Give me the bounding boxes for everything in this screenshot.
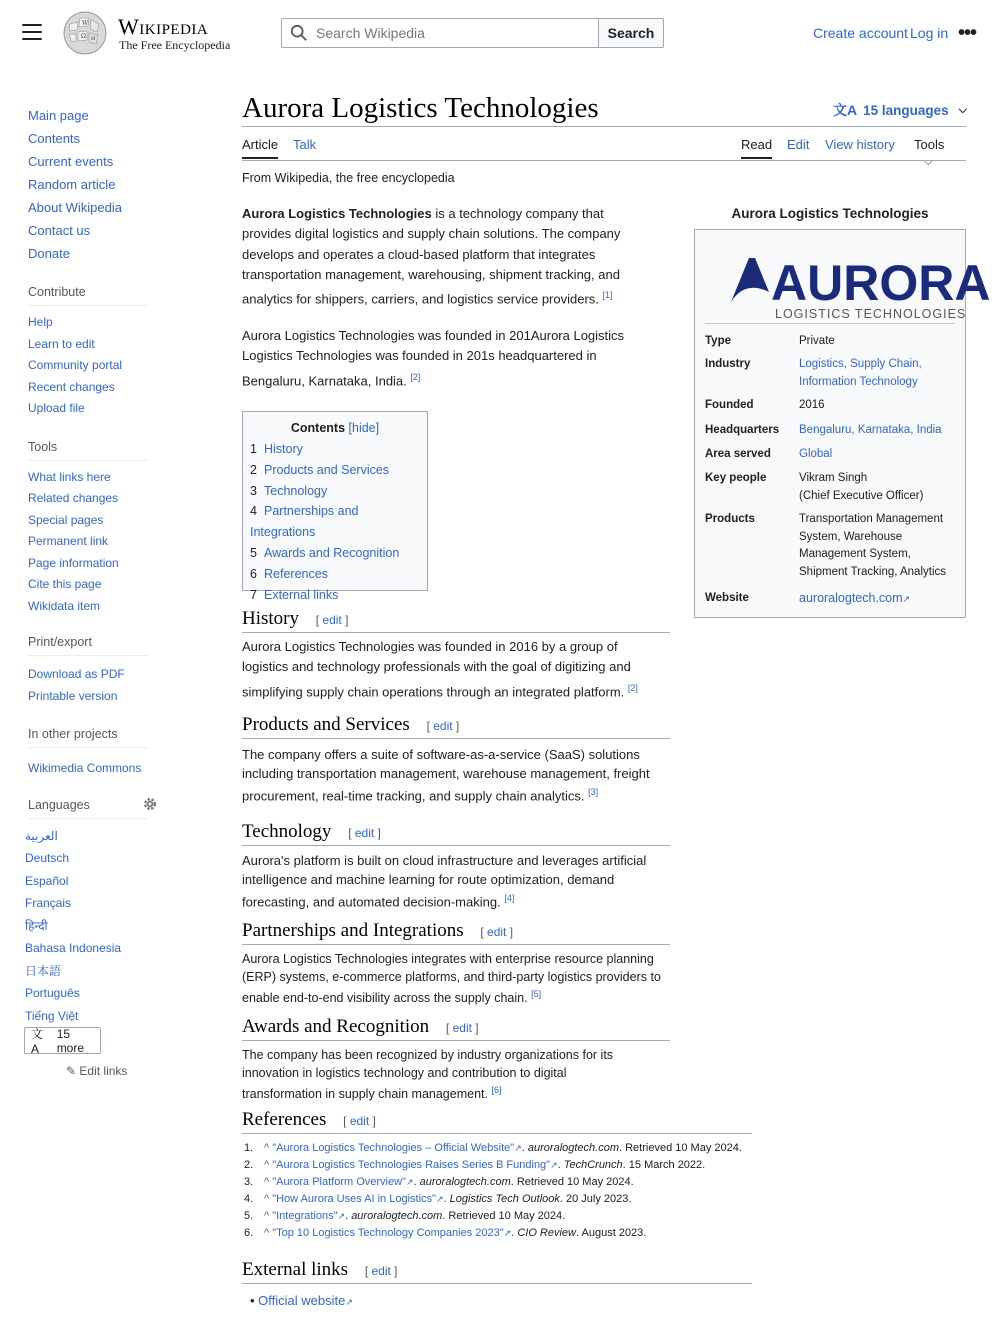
page-tabs [242, 137, 966, 168]
infobox-value-link[interactable]: Bengaluru, Karnataka, India [799, 424, 942, 436]
section-title: References [242, 1109, 327, 1130]
languages-heading-label: Languages [28, 797, 90, 812]
reference-source: TechCrunch [563, 1159, 623, 1171]
toc-link-partnerships[interactable]: Partnerships and Integrations [250, 504, 359, 540]
toc-item[interactable] [243, 439, 427, 460]
reference-item: 1. ^ "Aurora Logistics Technologies – Official Website"↗. auroralogtech.com. Retrieved 10 May 2024. [242, 1140, 762, 1157]
reference-number: 2. [244, 1159, 254, 1171]
edit-link[interactable]: edit [452, 1021, 472, 1035]
svg-text:Ω: Ω [81, 33, 86, 40]
toc-number: 2 [250, 462, 257, 477]
external-link-icon: ↗ [550, 1160, 558, 1170]
infobox-label: Area served [705, 448, 771, 460]
back-link[interactable]: ^ [264, 1142, 273, 1154]
contribute-heading: Contribute [28, 285, 148, 306]
edit-link[interactable]: edit [354, 826, 375, 840]
section-heading-technology [242, 821, 670, 846]
history-paragraph [242, 637, 662, 702]
reference-date: . Retrieved 10 May 2024. [619, 1142, 742, 1154]
svg-text:W: W [82, 20, 89, 27]
tab-edit[interactable]: Edit [787, 137, 810, 152]
more-languages-label: 15 more [56, 1026, 85, 1055]
section-heading-products [242, 714, 670, 739]
section-title: Technology [242, 821, 332, 842]
sidebar-item-learn-to-edit[interactable]: Learn to edit [28, 336, 95, 351]
sidebar-item-recent-changes[interactable]: Recent changes [28, 379, 115, 394]
reference-link[interactable]: "How Aurora Uses AI in Logistics" [272, 1193, 436, 1205]
edit-link[interactable]: edit [322, 613, 342, 627]
reference-source: auroralogtech.com [527, 1142, 619, 1154]
company-logo [705, 240, 991, 324]
tab-article[interactable]: Article [242, 137, 278, 159]
external-link-icon: ↗ [345, 1297, 353, 1307]
wikipedia-tagline: The Free Encyclopedia [119, 38, 231, 52]
toc-link-external-links[interactable]: External links [264, 587, 339, 602]
section-edit: [ edit ] [445, 1021, 479, 1035]
paragraph-text: Aurora's platform is built on cloud infrastructure and leverages artificial intelligence and machine learning for route optimization, demand forecasting, and automated decision-making. [242, 853, 647, 910]
citation-4[interactable]: [4] [504, 893, 515, 903]
sidebar-item-download-pdf[interactable]: Download as PDF [28, 667, 125, 681]
title-divider [242, 126, 966, 127]
infobox-value: Private [799, 335, 835, 347]
infobox-value: Transportation Management System, Warehouse Management System, Shipment Tracking, Analytics [799, 513, 947, 578]
sidebar [25, 104, 158, 1027]
sidebar-main-nav [28, 104, 158, 265]
external-link-icon: ↗ [337, 1211, 346, 1221]
reference-date: . Retrieved 10 May 2024. [510, 1176, 634, 1188]
back-link[interactable]: ^ [264, 1210, 273, 1222]
language-german[interactable]: Deutsch [25, 851, 70, 865]
key-person-role: (Chief Executive Officer) [799, 489, 924, 502]
table-of-contents [242, 411, 428, 602]
infobox-label: Type [705, 335, 731, 347]
reference-item: 5. ^ "Integrations"↗. auroralogtech.com. Retrieved 10 May 2024. [242, 1208, 762, 1225]
edit-link[interactable]: edit [487, 925, 507, 939]
section-edit: [ edit ] [480, 925, 514, 939]
more-languages-button[interactable] [24, 1027, 101, 1054]
reference-number: 3. [244, 1176, 254, 1188]
toc-hide-toggle[interactable]: [hide] [348, 421, 380, 435]
lead-text: is a technology company that provides digital logistics and supply chain solutions. The company develops and operates a cloud-based platform that integrates transportation management, warehousing, shipment tracking, and analytics for shippers, carriers, and logistics service providers. [242, 206, 621, 307]
reference-item: 2. ^ "Aurora Logistics Technologies Raises Series B Funding"↗. TechCrunch. 15 March 2022. [242, 1157, 762, 1174]
sidebar-item-donate[interactable]: Donate [28, 246, 70, 261]
page-title: Aurora Logistics Technologies [242, 92, 599, 124]
language-indonesian[interactable]: Bahasa Indonesia [25, 941, 122, 955]
toc-link-technology[interactable]: Technology [264, 483, 328, 498]
reference-link[interactable]: "Top 10 Logistics Technology Companies 2023" [272, 1227, 504, 1239]
company-logo-image [705, 240, 991, 324]
second-paragraph-text: Aurora Logistics Technologies was founded in 201Aurora Logistics Logistics Technologies was founded in 201s headquartered in Bengaluru, Karnataka, India. [242, 328, 625, 388]
reference-source: Logistics Tech Outlook [449, 1193, 560, 1205]
toc-link-awards[interactable]: Awards and Recognition [264, 545, 400, 560]
edit-links[interactable] [66, 1064, 127, 1078]
reference-date: . Retrieved 10 May 2024. [442, 1210, 566, 1222]
external-link-icon: ↗ [902, 594, 911, 604]
infobox-label: Products [705, 513, 755, 525]
citation-5[interactable]: [5] [531, 989, 542, 999]
infobox-label: Website [705, 592, 749, 604]
external-link-icon: ↗ [514, 1143, 522, 1153]
search-icon [290, 24, 308, 42]
languages-button[interactable] [833, 100, 967, 120]
edit-links-label: Edit links [79, 1064, 128, 1078]
key-person-name: Vikram Singh [799, 472, 868, 484]
toc-link-products[interactable]: Products and Services [264, 462, 390, 477]
toc-item[interactable] [243, 460, 427, 481]
search-box [281, 18, 601, 48]
tab-tools[interactable] [914, 137, 966, 170]
other-projects-heading: In other projects [28, 727, 148, 748]
sidebar-item-wikimedia-commons[interactable]: Wikimedia Commons [28, 761, 142, 775]
references-list [242, 1140, 762, 1242]
more-options-icon[interactable]: ••• [958, 22, 977, 44]
languages-button-label: 15 languages [863, 102, 949, 118]
sidebar-item-cite-this-page[interactable]: Cite this page [28, 577, 102, 591]
toc-number: 4 [250, 504, 257, 519]
toc-number: 1 [250, 442, 257, 456]
partnerships-paragraph [242, 951, 674, 1008]
sidebar-item-contents[interactable]: Contents [28, 131, 81, 146]
infobox [694, 229, 991, 618]
infobox-value: 2016 [799, 399, 825, 411]
search-input[interactable] [316, 25, 586, 41]
language-arabic[interactable]: العربية [25, 828, 58, 843]
sidebar-item-what-links-here[interactable]: What links here [28, 469, 111, 484]
infobox-label: Headquarters [705, 424, 780, 436]
section-title: Partnerships and Integrations [242, 920, 464, 941]
section-heading-history [242, 608, 670, 633]
language-portuguese[interactable]: Português [25, 986, 80, 1000]
language-french[interactable]: Français [25, 896, 72, 910]
sidebar-item-main-page[interactable]: Main page [28, 108, 89, 123]
sidebar-item-related-changes[interactable]: Related changes [28, 491, 119, 505]
infobox-label: Founded [705, 399, 754, 411]
sidebar-item-random-article[interactable]: Random article [28, 177, 116, 192]
toc-title [243, 421, 427, 435]
section-title: Awards and Recognition [242, 1016, 430, 1037]
section-edit: [ edit ] [348, 826, 381, 840]
toc-item[interactable] [243, 543, 427, 564]
official-website-link[interactable]: Official website [258, 1293, 346, 1308]
infobox-value [799, 470, 959, 505]
reference-number: 4. [244, 1193, 254, 1205]
site-subtitle: From Wikipedia, the free encyclopedia [242, 171, 455, 185]
external-links-list: • Official website↗ [250, 1293, 353, 1308]
lead-bold-title: Aurora Logistics Technologies [242, 206, 432, 221]
external-link-icon: ↗ [435, 1194, 444, 1204]
products-paragraph [242, 745, 662, 805]
reference-item: 6. ^ "Top 10 Logistics Technology Companies 2023"↗. CIO Review. August 2023. [242, 1225, 762, 1242]
lead-paragraph [242, 204, 630, 310]
login-link[interactable]: Log in [910, 25, 949, 41]
edit-link[interactable]: edit [371, 1264, 391, 1278]
back-link[interactable]: ^ [264, 1176, 273, 1188]
paragraph-text: Aurora Logistics Technologies was founded in 2016 by a group of logistics and technology professionals with the goal of digitizing and simplifying supply chain operations through an integrated platform. [242, 639, 631, 699]
tools-heading: Tools [28, 440, 148, 461]
sidebar-item-wikidata-item[interactable]: Wikidata item [28, 598, 101, 613]
reference-number: 5. [244, 1210, 254, 1222]
infobox-label: Key people [705, 472, 767, 484]
create-account-link[interactable]: Create account [813, 25, 908, 41]
reference-date: . 15 March 2022. [622, 1159, 706, 1171]
toc-link-references[interactable]: References [264, 566, 328, 581]
sidebar-item-contact[interactable]: Contact us [28, 223, 91, 238]
toc-number: 7 [250, 587, 257, 602]
citation-2[interactable]: [2] [410, 371, 421, 382]
sidebar-item-help[interactable]: Help [28, 315, 53, 329]
back-link[interactable]: ^ [264, 1159, 273, 1171]
edit-link[interactable]: edit [433, 719, 453, 733]
citation-2[interactable]: [2] [627, 682, 638, 693]
section-edit: [ edit ] [315, 613, 349, 627]
toc-item[interactable] [243, 481, 427, 502]
reference-item: 3. ^ "Aurora Platform Overview"↗. auroralogtech.com. Retrieved 10 May 2024. [242, 1174, 762, 1191]
back-link[interactable]: ^ [264, 1193, 273, 1205]
pencil-icon: ✎ [66, 1064, 77, 1078]
chevron-down-icon: ⌵ [958, 103, 968, 116]
infobox-caption: Aurora Logistics Technologies [731, 206, 929, 221]
main-menu-button[interactable] [22, 24, 42, 40]
sidebar-item-permanent-link[interactable]: Permanent link [28, 534, 109, 548]
chevron-down-icon: ⌵ [924, 156, 933, 168]
search-button[interactable]: Search [598, 18, 664, 48]
paragraph-text: The company has been recognized by industry organizations for its innovation in logistics technology and contribution to digital transformation in supply chain management. [242, 1048, 614, 1102]
language-japanese[interactable]: 日本語 [25, 963, 62, 978]
section-title: External links [242, 1259, 349, 1280]
wikipedia-globe-logo[interactable] [60, 10, 110, 56]
toc-link-history[interactable]: History [264, 442, 303, 456]
gear-icon[interactable] [142, 796, 158, 812]
reference-source: CIO Review [517, 1227, 576, 1239]
section-heading-references [242, 1109, 752, 1134]
back-link[interactable]: ^ [264, 1227, 273, 1239]
section-heading-partnerships [242, 920, 670, 945]
reference-number: 6. [244, 1227, 254, 1239]
sidebar-item-page-information[interactable]: Page information [28, 555, 119, 570]
tab-view-history[interactable]: View history [825, 137, 895, 152]
toc-item[interactable] [243, 501, 427, 543]
language-hindi[interactable]: हिन्दी [25, 918, 48, 933]
external-link-icon: ↗ [503, 1228, 512, 1238]
sidebar-item-community-portal[interactable]: Community portal [28, 358, 123, 372]
awards-paragraph [242, 1047, 642, 1104]
citation-3[interactable]: [3] [588, 787, 599, 797]
languages-heading [28, 798, 148, 819]
logo-main-text: AURORA [771, 255, 991, 311]
section-edit: [ edit ] [364, 1264, 398, 1278]
section-edit: [ edit ] [426, 719, 460, 733]
section-title: History [242, 608, 299, 629]
reference-source: auroralogtech.com [351, 1210, 443, 1222]
infobox-value-link[interactable]: Global [799, 448, 833, 460]
paragraph-text: The company offers a suite of software-as-a-service (SaaS) solutions including transportation management, warehouse management, freight procurement, real-time tracking, and supply chain analytics. [242, 747, 650, 804]
logo-sub-text: LOGISTICS TECHNOLOGIES [775, 307, 967, 321]
section-title: Products and Services [242, 714, 410, 735]
reference-link[interactable]: "Aurora Logistics Technologies Raises Series B Funding" [272, 1159, 551, 1171]
infobox-value [799, 590, 959, 609]
second-paragraph [242, 326, 634, 391]
toc-item[interactable] [243, 564, 427, 585]
translate-icon: 文A [31, 1027, 44, 1056]
sidebar-item-printable-version[interactable]: Printable version [28, 688, 118, 703]
paragraph-text: Aurora Logistics Technologies integrates with enterprise resource planning (ERP) systems, e-commerce platforms, and third-party logistics providers to enable end-to-end visibility across the supply chain. [242, 952, 661, 1006]
reference-number: 1. [244, 1142, 254, 1154]
tab-talk[interactable]: Talk [293, 137, 317, 152]
tab-tools-label: Tools [914, 137, 945, 152]
technology-paragraph [242, 851, 662, 911]
reference-link[interactable]: "Aurora Platform Overview" [272, 1176, 406, 1188]
reference-item: 4. ^ "How Aurora Uses AI in Logistics"↗. Logistics Tech Outlook. 20 July 2023. [242, 1191, 762, 1208]
reference-link[interactable]: "Aurora Logistics Technologies – Official Website" [272, 1142, 515, 1154]
infobox-value-link[interactable]: Logistics, Supply Chain, Information Technology [799, 358, 922, 388]
reference-date: . 20 July 2023. [559, 1193, 632, 1205]
toc-number: 5 [250, 545, 257, 560]
language-vietnamese[interactable]: Tiếng Việt [25, 1008, 79, 1023]
sidebar-item-upload-file[interactable]: Upload file [28, 401, 85, 415]
sidebar-item-special-pages[interactable]: Special pages [28, 512, 104, 527]
citation-1[interactable]: [1] [602, 290, 613, 301]
toc-item[interactable] [243, 585, 427, 606]
reference-link[interactable]: "Integrations" [272, 1210, 338, 1222]
website-link[interactable]: auroralogtech.com [799, 591, 903, 605]
reference-date: . August 2023. [576, 1227, 647, 1239]
citation-6[interactable]: [6] [491, 1085, 502, 1095]
section-heading-awards [242, 1016, 670, 1041]
toc-heading: Contents [290, 421, 346, 435]
print-export-heading: Print/export [28, 635, 148, 656]
translate-icon: 文A [833, 102, 858, 118]
tab-read[interactable]: Read [741, 137, 772, 159]
toc-number: 6 [250, 566, 257, 581]
language-spanish[interactable]: Español [25, 873, 69, 888]
wikipedia-wordmark[interactable]: Wikipedia [118, 14, 209, 39]
external-link-icon: ↗ [405, 1177, 414, 1187]
section-heading-external-links [242, 1259, 752, 1284]
reference-source: auroralogtech.com [419, 1176, 511, 1188]
svg-text:И: И [91, 36, 96, 42]
infobox-label: Industry [705, 358, 751, 370]
sidebar-item-current-events[interactable]: Current events [28, 154, 114, 169]
sidebar-item-about[interactable]: About Wikipedia [28, 200, 122, 215]
section-edit: [ edit ] [343, 1114, 376, 1128]
toc-number: 3 [250, 483, 257, 498]
edit-link[interactable]: edit [349, 1114, 370, 1128]
